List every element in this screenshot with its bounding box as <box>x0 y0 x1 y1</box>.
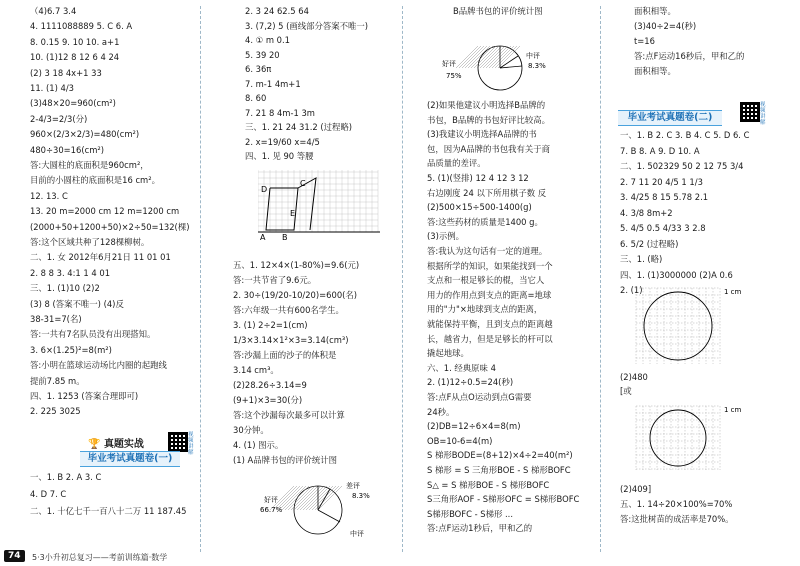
answer-line: 面积相等。 <box>634 66 676 76</box>
answer-line: 4. 3/8 8m+2 <box>620 207 673 218</box>
answer-line: S三角形AOF - S梯形OFC = S梯形BOFC <box>427 494 580 505</box>
pie-label: 66.7% <box>260 506 283 514</box>
section-title-text: 真题实战 <box>103 439 144 450</box>
pie-label: 8.3% <box>528 62 546 70</box>
answer-line: 5. 39 20 <box>245 49 280 60</box>
answer-line: 2-4/3=2/3(分) <box>30 113 88 124</box>
exam-banner: 毕业考试真题卷(一) <box>80 451 180 467</box>
answer-line: 答:这个区域共种了128棵柳树。 <box>30 237 150 247</box>
answer-line: 8. 60 <box>245 93 267 103</box>
column-divider <box>200 6 201 552</box>
answer-line: 答:这些药材的质量是1400 g。 <box>427 216 543 227</box>
answer-line: 12. 13. C <box>30 190 68 201</box>
answer-line: (2)28.26÷3.14=9 <box>233 380 307 390</box>
answer-line: 38-31=7(名) <box>30 314 82 324</box>
answer-line: 3. (1) 2÷2=1(cm) <box>233 320 308 330</box>
column-divider <box>600 6 601 552</box>
answer-line: 5. (1)(竖排) 12 4 12 3 12 <box>427 173 529 183</box>
scale-label: 1 cm <box>724 406 742 414</box>
answer-line: 2. (1) <box>620 285 643 295</box>
answer-line: 六、1. 经典原味 4 <box>427 362 496 373</box>
answer-line: 2. 3 24 62.5 64 <box>245 6 309 16</box>
answer-line: 7. 21 8 4m-1 3m <box>245 107 315 118</box>
answer-line: 二、1. 502329 50 2 12 75 3/4 <box>620 161 744 171</box>
answer-line: 用的"力"×地球到支点的距离， <box>427 304 543 315</box>
answer-line: 答:这批树苗的成活率是70%。 <box>620 514 734 524</box>
answer-line: OB=10-6=4(m) <box>427 435 493 446</box>
grid-figure <box>258 170 380 256</box>
answer-line: 30分钟。 <box>233 425 269 435</box>
answer-line: 目前的小圆柱的底面积是16 cm²。 <box>30 175 160 186</box>
answer-line: 答:一共有7名队员没有出现搭知。 <box>30 329 156 340</box>
answer-line: 4. 1111088889 5. C 6. A <box>30 21 133 32</box>
answer-line: 支点和一根足够长的棍，当它人 <box>427 275 545 286</box>
qr-code-icon[interactable] <box>740 102 760 122</box>
hatch-line <box>459 46 481 68</box>
answer-line: 面积相等。 <box>634 6 676 16</box>
grid-label: C <box>300 179 306 188</box>
answer-line: (3) 8 (答案不唯一) (4)反 <box>30 298 124 309</box>
answer-line: 答:点F运动16秒后，甲和乙的 <box>634 51 745 61</box>
answer-line: 五、1. 12×4×(1-80%)=9.6(元) <box>233 260 360 270</box>
answer-line: (2000+50+1200+50)×2÷50=132(棵) <box>30 221 190 232</box>
answer-line: 4. D 7. C <box>30 489 67 499</box>
column-2 <box>205 0 401 548</box>
answer-line: 五、1. 14÷20×100%=70% <box>620 499 733 509</box>
answer-line: 3. 6×(1.25)²=8(m²) <box>30 344 112 355</box>
answer-line: 1/3×3.14×1²×3=3.14(cm³) <box>233 335 349 345</box>
answer-line: S 梯形BODE=(8+12)×4÷2=40(m²) <box>427 450 573 461</box>
answer-line: 7. m-1 4m+1 <box>245 78 301 89</box>
answer-line: 3. (7,2) 5 (画线部分答案不唯一) <box>245 20 369 31</box>
answer-line: 2. 8 8 3. 4:1 1 4 01 <box>30 267 111 278</box>
answer-line: 撬起地球。 <box>427 348 469 359</box>
answer-line: 用力的作用点到支点的距离=地球 <box>427 289 552 300</box>
answer-line: S梯形BOFC - S梯形 ... <box>427 508 513 519</box>
answer-line: 答:一共节省了9.6元。 <box>233 275 317 285</box>
pie-label: 8.3% <box>352 492 370 500</box>
grid-label: A <box>260 233 266 242</box>
qr-label: 视频讲解 <box>188 432 194 456</box>
answer-line: (2)500×15÷500-1400(g) <box>427 202 532 213</box>
answer-line: 四、1. (1)3000000 (2)A 0.6 <box>620 269 733 280</box>
answer-line: 一、1. B 2. C 3. B 4. C 5. D 6. C <box>620 130 750 140</box>
answer-line: 答:点F从点O运动到点G需要 <box>427 392 532 402</box>
pie-chart-b <box>440 38 560 102</box>
pie-label: 好评 <box>264 496 278 504</box>
pie-label: 中评 <box>350 530 364 538</box>
answer-line: 10. (1)12 8 12 6 4 24 <box>30 52 120 63</box>
answer-line: 书包，B品牌的书包好评比较高。 <box>427 114 550 125</box>
answer-line: 二、1. 十亿七千一百八十二万 11 187.45 <box>30 506 187 516</box>
section-title <box>88 435 144 450</box>
pie-label: 中评 <box>526 52 540 60</box>
answer-line: (2) 3 18 4x+1 33 <box>30 67 102 78</box>
scale-label: 1 cm <box>724 288 742 296</box>
answer-line: 11. (1) 4/3 <box>30 83 74 93</box>
answer-line: 长，越省力，但是足够长的杆可以 <box>427 333 553 344</box>
answer-line: 答:点F运动1秒后，甲和乙的 <box>427 523 533 534</box>
answer-line: 6. 36π <box>245 64 272 74</box>
grid-label: E <box>290 209 296 218</box>
circle-grid-2 <box>620 404 760 472</box>
answer-line: B品牌书包的评价统计图 <box>453 6 543 16</box>
answer-line: S△ = S 梯形BOE - S 梯形BOFC <box>427 479 550 490</box>
answer-line: 2. 7 11 20 4/5 1 1/3 <box>620 176 703 187</box>
answer-line: 三、1. (1)10 (2)2 <box>30 283 100 294</box>
answer-line: 480÷30=16(cm²) <box>30 144 104 155</box>
answer-line: 2. (1)12÷0.5=24(秒) <box>427 377 514 388</box>
grid-label: D <box>261 185 268 194</box>
pie-label: 差评 <box>346 482 360 490</box>
book-title: 5·3小升初总复习——考前训练篇·数学 <box>32 553 168 562</box>
answer-line: S 梯形 = S 三角形BOE - S 梯形BOFC <box>427 465 571 475</box>
grid-lines <box>636 406 720 470</box>
page-footer <box>0 548 800 566</box>
answer-line: 24秒。 <box>427 406 455 417</box>
answer-line: 2. x=19/60 x=4/5 <box>245 136 320 147</box>
answer-line: [或 <box>620 386 632 396</box>
answer-line: (2)409] <box>620 484 652 494</box>
answer-line: 4. ① m 0.1 <box>245 35 290 45</box>
pie-label: 75% <box>446 72 462 80</box>
answer-line: (3)示例。 <box>427 231 464 242</box>
page-number: 74 <box>4 550 25 562</box>
answer-line: 5. 4/5 0.5 4/33 3 2.8 <box>620 223 706 233</box>
answer-line: 3. 4/25 8 15 5.78 2.1 <box>620 192 709 202</box>
answer-line: 8. 0.15 9. 10 10. a+1 <box>30 36 120 47</box>
answer-line: 四、1. 1253 (答案合理即可) <box>30 391 139 401</box>
answer-line: (1) A品牌书包的评价统计图 <box>233 455 338 465</box>
answer-line: 6. 5/2 (过程略) <box>620 238 679 249</box>
answer-line: 右边刚度 24 以下所用棋子数 反 <box>427 187 547 198</box>
pie-label: 好评 <box>442 60 456 68</box>
answer-line: 包，因为A品牌的书包我有关于商 <box>427 143 550 154</box>
answer-line: 答:这个沙漏每次最多可以计算 <box>233 410 345 420</box>
circle-grid-1 <box>620 286 760 366</box>
trophy-icon: 🏆 <box>88 439 101 450</box>
grid-label: B <box>282 233 288 242</box>
answer-line: (9+1)×3=30(分) <box>233 395 303 405</box>
answer-line: (2)DB=12÷6×4=8(m) <box>427 421 521 432</box>
answer-line: （4)6.7 3.4 <box>30 6 77 16</box>
answer-line: (3)48×20=960(cm²) <box>30 98 116 109</box>
exam-banner: 毕业考试真题卷(二) <box>618 110 722 126</box>
hatch-line <box>456 46 478 68</box>
answer-line: (2)如果他建议小明选择B品牌的 <box>427 100 546 110</box>
answer-line: 答:大圆柱的底面积是960cm²， <box>30 160 149 170</box>
grid-lines <box>636 288 720 364</box>
answer-line: (3)我建议小明选择A品牌的书 <box>427 129 537 140</box>
column-divider <box>402 6 403 552</box>
answer-line: 答:小明在篮球运动场比内圈的起跑线 <box>30 360 167 371</box>
answer-line: (2)480 <box>620 372 648 382</box>
answer-line: t=16 <box>634 36 655 46</box>
answer-line: 2. 30÷(19/20-10/20)=600(名) <box>233 290 358 300</box>
answer-line: 就能保持平衡，且到支点的距离越 <box>427 319 553 329</box>
answer-line: 提前7.85 m。 <box>30 375 85 386</box>
answer-line: 三、1. (略) <box>620 254 663 264</box>
answer-line: 三、1. 21 24 31.2 (过程略) <box>245 122 353 132</box>
answer-line: 2. 225 3025 <box>30 406 81 417</box>
answer-line: 答:沙漏上面的沙子的体积是 <box>233 350 337 360</box>
answer-line: 答:六年级一共有600名学生。 <box>233 305 344 315</box>
answer-line: 7. B 8. A 9. D 10. A <box>620 145 700 156</box>
answer-line: 13. 20 m=2000 cm 12 m=1200 cm <box>30 206 180 217</box>
answer-line: 品质量的差评。 <box>427 158 486 169</box>
answer-line: 960×(2/3×2/3)=480(cm²) <box>30 129 140 140</box>
answer-line: (3)40÷2=4(秒) <box>634 21 697 31</box>
qr-code-icon[interactable] <box>168 432 188 452</box>
grid-lines <box>258 170 378 232</box>
answer-line: 四、1. 见 90 等腰 <box>245 151 314 161</box>
pie-chart-a <box>260 478 380 546</box>
qr-label: 视频讲解 <box>760 102 766 126</box>
answer-line: 答:我认为这句话有一定的道理。 <box>427 246 548 256</box>
answer-line: 3.14 cm³。 <box>233 365 279 375</box>
answer-line: 二、1. 女 2012年6月21日 11 01 01 <box>30 252 171 263</box>
answer-line: 4. (1) 图示。 <box>233 440 284 450</box>
answer-line: 根据所学的知识，如果能找到一个 <box>427 260 553 271</box>
answer-line: 一、1. B 2. A 3. C <box>30 472 102 482</box>
